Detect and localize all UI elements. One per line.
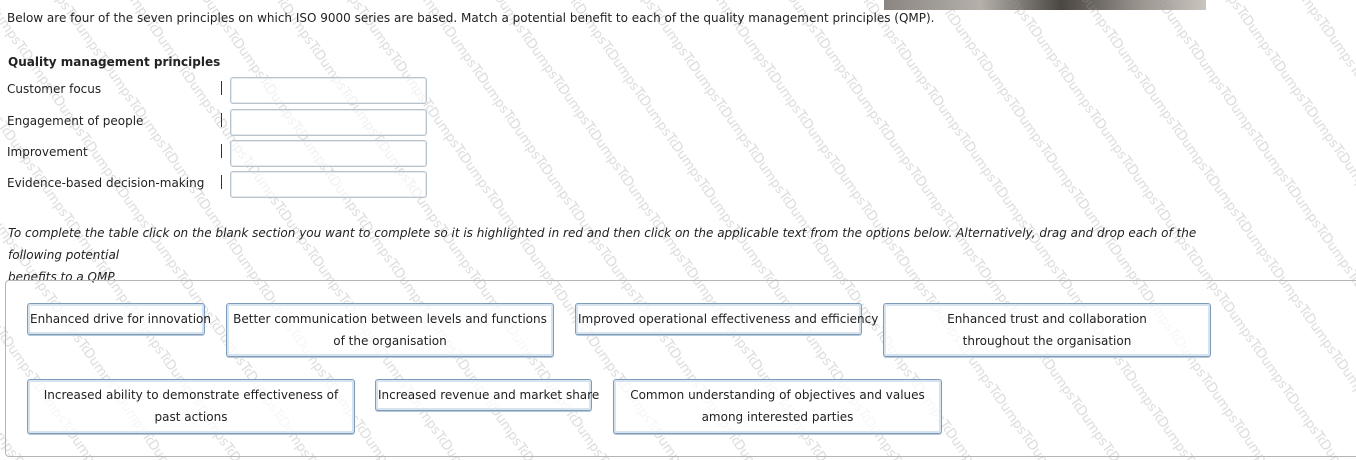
- option-common-understanding[interactable]: Common understanding of objectives and values among interested parties: [613, 379, 942, 434]
- option-increased-revenue-and-market-share[interactable]: Increased revenue and market share: [375, 379, 592, 411]
- answer-slot-engagement-of-people[interactable]: [230, 109, 427, 136]
- principle-label: Evidence-based decision-making: [7, 176, 205, 190]
- principle-label: Customer focus: [7, 82, 102, 96]
- principle-row-engagement-of-people: [7, 109, 437, 135]
- answer-slot-customer-focus[interactable]: [230, 77, 427, 104]
- option-improved-operational-effectiveness[interactable]: Improved operational effectiveness and efficiency: [575, 303, 862, 335]
- answer-slot-improvement[interactable]: [230, 140, 427, 167]
- separator: [221, 113, 222, 127]
- separator: [221, 144, 222, 158]
- principles-heading: Quality management principles: [8, 55, 221, 69]
- answer-slot-evidence-based-decision-making[interactable]: [230, 171, 427, 198]
- principle-row-evidence-based-decision-making: [7, 171, 437, 197]
- option-enhanced-trust-and-collaboration[interactable]: Enhanced trust and collaboration throughout the organisation: [883, 303, 1211, 357]
- instructions-line-1: To complete the table click on the blank section you want to complete so it is highlighted in red and then click on the applicable text from the options below. Alternatively, drag and drop each of the following potential: [8, 226, 1197, 262]
- separator: [221, 175, 222, 189]
- option-increased-ability-to-demonstrate[interactable]: Increased ability to demonstrate effectiveness of past actions: [27, 379, 355, 434]
- instructions-line-2: benefits to a QMP.: [8, 270, 117, 284]
- principle-row-customer-focus: [7, 77, 437, 103]
- principle-label: Improvement: [7, 145, 88, 159]
- separator: [221, 81, 222, 95]
- header-photo: [884, 0, 1206, 10]
- principle-row-improvement: [7, 140, 437, 166]
- principle-label: Engagement of people: [7, 114, 144, 128]
- instructions: [8, 222, 1228, 288]
- question-text: Below are four of the seven principles on which ISO 9000 series are based. Match a potential benefit to each of the quality management principles (QMP).: [7, 11, 935, 25]
- option-better-communication[interactable]: Better communication between levels and functions of the organisation: [226, 303, 554, 357]
- option-enhanced-drive-for-innovation[interactable]: Enhanced drive for innovation: [27, 303, 205, 335]
